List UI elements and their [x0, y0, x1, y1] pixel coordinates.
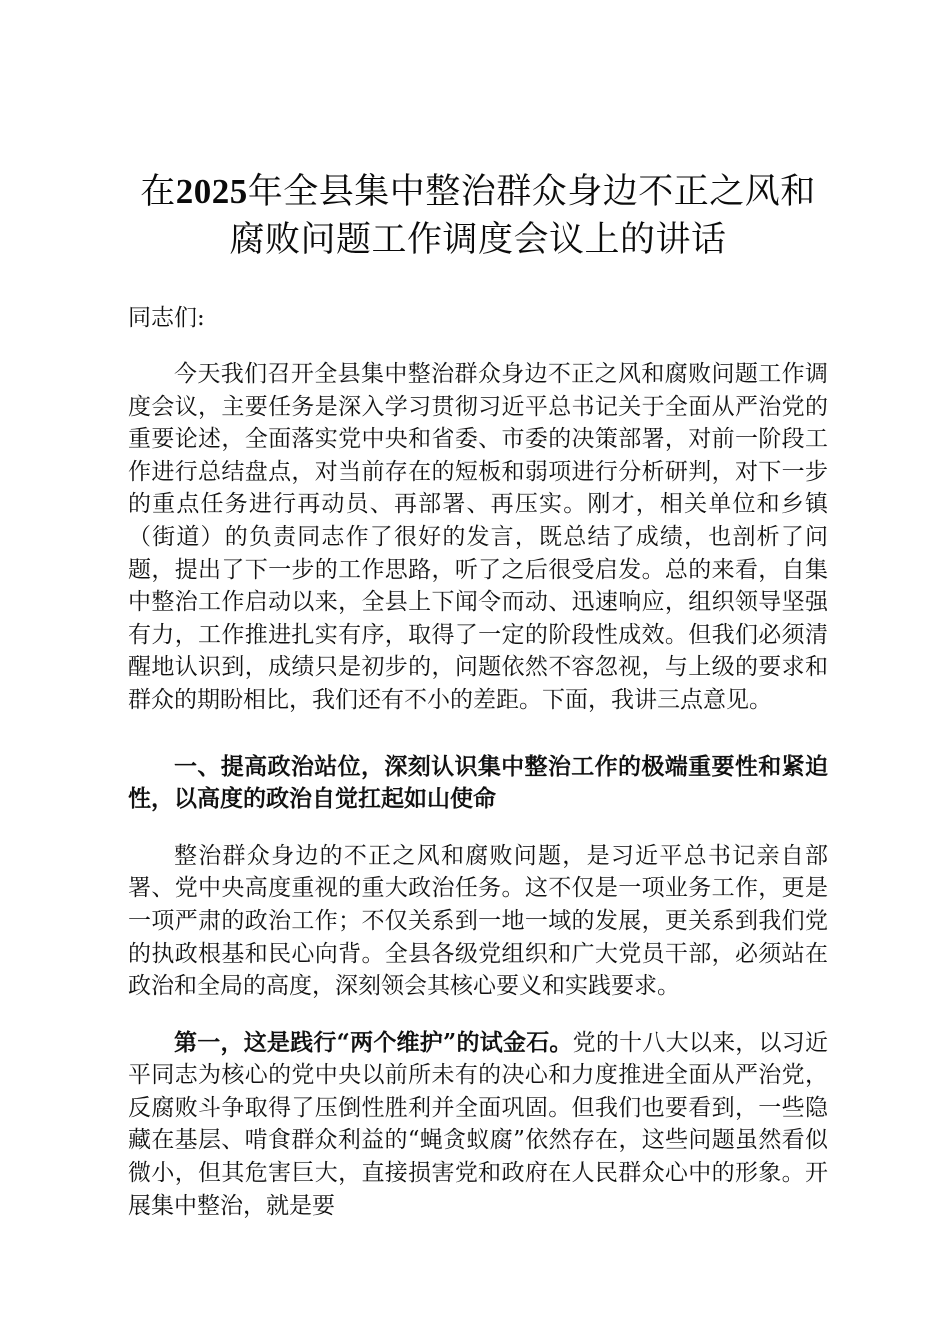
intro-paragraph: 今天我们召开全县集中整治群众身边不正之风和腐败问题工作调度会议，主要任务是深入学习贯彻习近平总书记关于全面从严治党的重要论述，全面落实党中央和省委、市委的决策部署，对前一阶段工作进行总结盘点，对当前存在的短板和弱项进行分析研判，对下一步的重点任务进行再动员、再部署、再压实。刚才，相关单位和乡镇（街道）的负责同志作了很好的发言，既总结了成绩，也剖析了问题，提出了下一步的工作思路，听了之后很受启发。总的来看，自集中整治工作启动以来，全县上下闻令而动、迅速响应，组织领导坚强有力，工作推进扎实有序，取得了一定的阶段性成效。但我们必须清醒地认识到，成绩只是初步的，问题依然不容忽视，与上级的要求和群众的期盼相比，我们还有不小的差距。下面，我讲三点意见。: [128, 361, 828, 713]
title-prefix: 在: [140, 172, 176, 212]
title-line1-rest: 年全县集中整治群众身边不正之风和: [247, 172, 816, 212]
point-1-lead: 第一，这是践行“两个维护”的试金石。: [174, 1028, 573, 1056]
salutation: 同志们:: [128, 305, 205, 331]
title-line2: 腐败问题工作调度会议上的讲话: [229, 220, 727, 260]
section-1-paragraph: 整治群众身边的不正之风和腐败问题，是习近平总书记亲自部署、党中央高度重视的重大政治任务。这不仅是一项业务工作，更是一项严肃的政治工作；不仅关系到一地一域的发展，更关系到我们党的执政根基和民心向背。全县各级党组织和广大党员干部，必须站在政治和全局的高度，深刻领会其核心要义和实践要求。: [128, 842, 828, 1000]
document-title: [128, 168, 828, 264]
document-body: [128, 168, 828, 1222]
point-1-body: 党的十八大以来，以习近平同志为核心的党中央以前所未有的决心和力度推进全面从严治党，反腐败斗争取得了压倒性胜利并全面巩固。但我们也要看到，一些隐藏在基层、啃食群众利益的“蝇贪蚁腐”依然存在，这些问题虽然看似微小，但其危害巨大，直接损害党和政府在人民群众心中的形象。开展集中整治，就是要: [128, 1029, 829, 1219]
title-year: 2025: [175, 172, 248, 211]
point-1-paragraph: [128, 1027, 828, 1223]
section-heading-1: 一、提高政治站位，深刻认识集中整治工作的极端重要性和紧迫性，以高度的政治自觉扛起如山使命: [128, 752, 828, 813]
